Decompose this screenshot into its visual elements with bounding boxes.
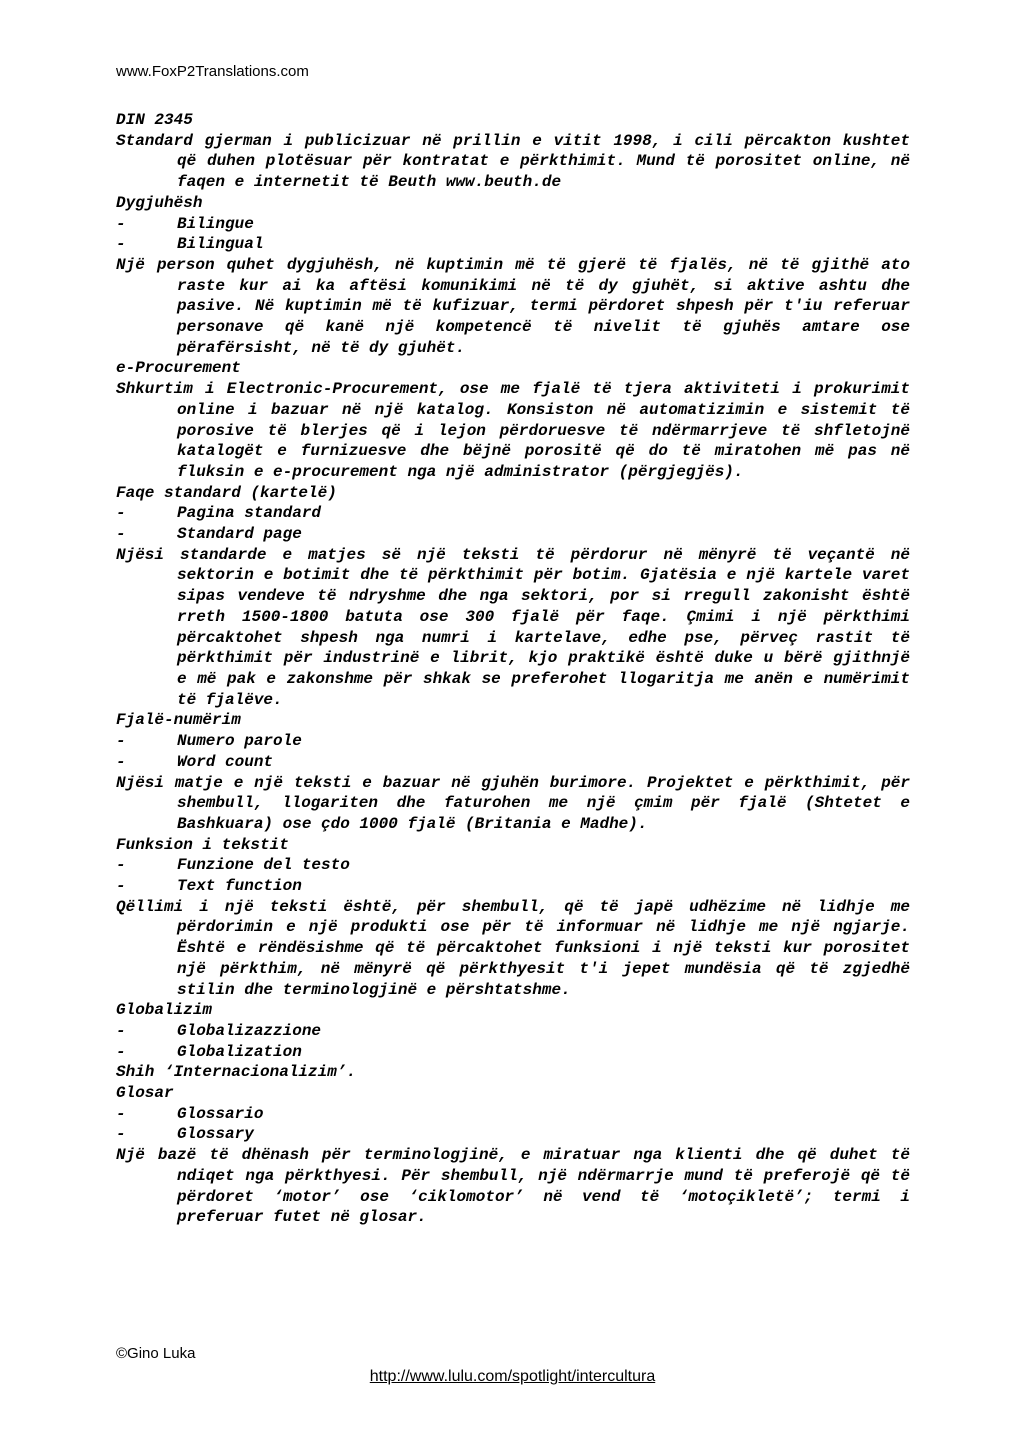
variant-dash: - [116, 1021, 126, 1040]
variant-label: Funzione del testo [177, 856, 350, 875]
variant-dash: - [116, 752, 126, 771]
variant-label: Bilingue [177, 214, 254, 233]
variant-label: Pagina standard [177, 504, 322, 523]
glossary-term: Globalizim [116, 1001, 213, 1020]
footer-link[interactable]: http://www.lulu.com/spotlight/intercultura [369, 1368, 656, 1385]
glossary-definition: Një bazë të dhënash për terminologjinë, e miratuar nga klienti dhe që duhet të ndiqet nga përkthyesi. Për shembull, një ndërmarrje mund të preferojë që të përdoret ‘motor’ ose ‘ciklomotor’ në vend të ‘motoçikletë’; termi i preferuar futet në glosar. [116, 1146, 910, 1227]
site-header: www.FoxP2Translations.com [116, 63, 309, 80]
variant-dash: - [116, 214, 126, 233]
footer-copyright: ©Gino Luka [116, 1345, 196, 1362]
variant-label: Bilingual [177, 235, 264, 254]
glossary-definition: Qëllimi i një teksti është, për shembull, që të japë udhëzime në lidhje me përdorimin e një produkti ose për të informuar në lidhje me një ngjarje. Është e rëndësishme që të përcaktohet funksioni i një teksti kur porositet një përkthim, në mënyrë që përkthyesit t'i jepet mundësia që të zgjedhë stilin dhe terminologjinë e përshtatshme. [116, 897, 910, 999]
variant-dash: - [116, 856, 126, 875]
glossary-term: Fjalë-numërim [116, 711, 241, 730]
footer-link-container [0, 1368, 1024, 1386]
glossary-variant [116, 876, 910, 897]
glossary-variant [116, 524, 910, 545]
glossary-variant [116, 1042, 910, 1063]
glossary-definition: Një person quhet dygjuhësh, në kuptimin më të gjerë të fjalës, në të gjithë ato raste kur ai ka aftësi komunikimi në të dy gjuhët, si aktive ashtu dhe pasive. Në kuptimin më të kufizuar, termi përdoret shpesh për t'iu referuar personave që kanë një kompetencë të nivelit të gjuhës amtare ose përafërsisht, në të dy gjuhët. [116, 255, 910, 357]
glossary-term: Funksion i tekstit [116, 835, 289, 854]
variant-label: Glossario [177, 1104, 264, 1123]
variant-label: Text function [177, 877, 302, 896]
glossary-term: e-Procurement [116, 359, 241, 378]
glossary-definition: Njësi matje e një teksti e bazuar në gjuhën burimore. Projektet e përkthimit, për shembull, llogariten dhe faturohen me një çmim për fjalë (Shtetet e Bashkuara) ose çdo 1000 fjalë (Britania e Madhe). [116, 773, 910, 833]
variant-dash: - [116, 504, 126, 523]
glossary-variant [116, 1021, 910, 1042]
glossary-variant [116, 503, 910, 524]
variant-dash: - [116, 235, 126, 254]
glossary-variant [116, 1124, 910, 1145]
glossary-term: Glosar [116, 1084, 174, 1103]
variant-dash: - [116, 525, 126, 544]
variant-label: Glossary [177, 1125, 254, 1144]
variant-label: Word count [177, 752, 274, 771]
variant-dash: - [116, 1125, 126, 1144]
glossary-variant [116, 731, 910, 752]
glossary-variant [116, 1104, 910, 1125]
glossary-term: Dygjuhësh [116, 193, 203, 212]
glossary-definition: Njësi standarde e matjes së një teksti të përdorur në mënyrë të veçantë në sektorin e botimit dhe të përkthimit për botim. Gjatësia e një kartele varet sipas vendeve të ndryshme dhe nga sektori, por si rregull zakonisht është rreth 1500-1800 batuta ose 300 fjalë për faqe. Çmimi i një përkthimi përcaktohet shpesh nga numri i kartelave, edhe pse, përveç rastit të përkthimit për industrinë e librit, kjo praktikë është duke u bërë gjithnjë e më pak e zakonshme për shkak se preferohet llogaritja me anën e numërimit të fjalëve. [116, 545, 910, 709]
variant-label: Numero parole [177, 732, 302, 751]
variant-label: Globalization [177, 1042, 302, 1061]
glossary-variant [116, 234, 910, 255]
variant-label: Globalizazzione [177, 1021, 322, 1040]
glossary-content [116, 110, 910, 1228]
glossary-variant [116, 752, 910, 773]
glossary-term: DIN 2345 [116, 111, 193, 129]
glossary-variant [116, 855, 910, 876]
glossary-definition: Shih ‘Internacionalizim’. [116, 1063, 357, 1082]
glossary-term: Faqe standard (kartelë) [116, 483, 337, 502]
variant-dash: - [116, 877, 126, 896]
variant-dash: - [116, 1042, 126, 1061]
variant-label: Standard page [177, 525, 302, 544]
glossary-definition: Standard gjerman i publicizuar në prillin e vitit 1998, i cili përcakton kushtet që duhen plotësuar për kontratat e përkthimit. Mund të porositet online, në faqen e internetit të Beuth www.beuth.de [116, 131, 910, 192]
glossary-definition: Shkurtim i Electronic-Procurement, ose me fjalë të tjera aktiviteti i prokurimit online i bazuar në një katalog. Konsiston në automatizimin e sistemit të porosive të blerjes që i lejon përdoruesve të ndërmarrjeve të shfletojnë katalogët e furnizuesve dhe bëjnë porositë që do të miratohen më pas në fluksin e e-procurement nga një administrator (përgjegjës). [116, 380, 910, 481]
variant-dash: - [116, 1104, 126, 1123]
glossary-variant [116, 214, 910, 235]
variant-dash: - [116, 732, 126, 751]
